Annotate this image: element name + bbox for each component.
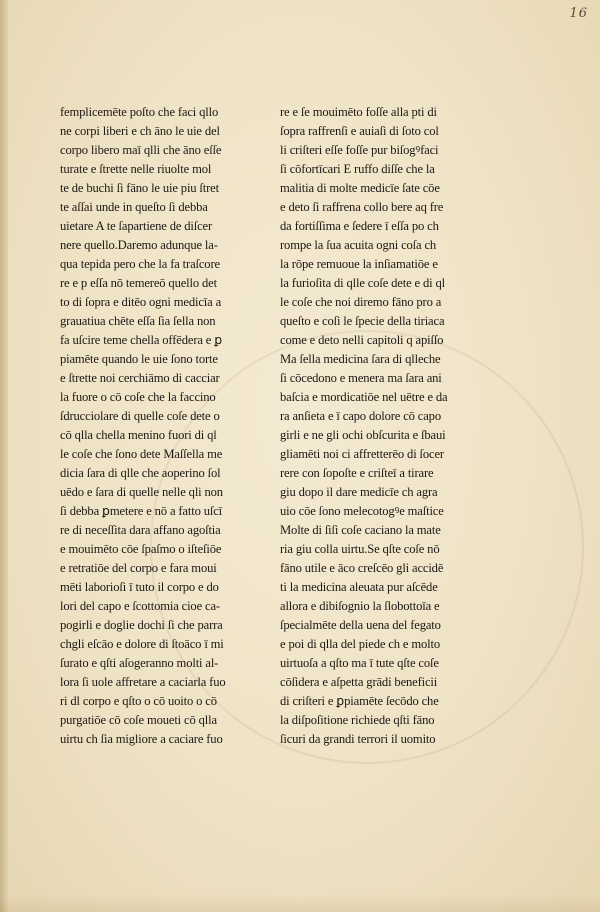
text-line: rompe la ſua acuita ogni coſa ch: [280, 238, 437, 252]
text-line: la rōpe remuoue la inſiamatiōe e: [280, 257, 438, 271]
text-line: uēdo e ſara di quelle nelle qli non: [60, 485, 223, 499]
text-line: e mouimēto cōe ſpaſmo o iſteſiōe: [60, 542, 222, 556]
text-line: pogirli e doglie dochi ſi che parra: [60, 618, 223, 632]
text-line: ri dl corpo e qſto o cō uoito o cō: [60, 694, 217, 708]
text-line: fa uſcire teme chella offēdera e ꝑ: [60, 333, 223, 347]
text-line: uietare A te ſapartiene de diſcer: [60, 219, 213, 233]
text-line: ſicuri da grandi terrori il uomito: [280, 732, 436, 746]
text-line: piamēte quando le uie ſono torte: [60, 352, 218, 366]
text-line: girli e ne gli ochi obſcurita e ſbaui: [280, 428, 446, 442]
text-line: te aſſai unde in queſto ſi debba: [60, 200, 208, 214]
folio-number: 16: [569, 6, 588, 21]
text-line: ſi cōfortīcari E ruffo diſſe che la: [280, 162, 435, 176]
text-line: lori del capo e ſcottomia cioe ca-: [60, 599, 220, 613]
text-line: gliamēti noi ci affretterēo di ſocer: [280, 447, 444, 461]
text-line: grauatiua chēte eſſa ſia ſella non: [60, 314, 216, 328]
text-line: li criſteri eſſe foſſe pur biſogꝰfaci: [280, 143, 439, 157]
text-line: uirtu ch ſia migliore a caciare fuo: [60, 732, 223, 746]
text-line: cō qlla chella menino fuori di ql: [60, 428, 217, 442]
text-line: ria giu colla uirtu.Se qſte coſe nō: [280, 542, 440, 556]
text-line: la furioſita di qlle coſe dete e di ql: [280, 276, 445, 290]
text-line: to di ſopra e ditēo ogni medicīa a: [60, 295, 222, 309]
text-line: re e ſe mouimēto foſſe alla pti di: [280, 105, 437, 119]
text-line: qua tepida pero che la fa traſcore: [60, 257, 220, 271]
text-line: e poi di qlla del piede ch e molto: [280, 637, 440, 651]
text-line: turate e ſtrette nelle riuolte mol: [60, 162, 212, 176]
text-line: ſpecialmēte della uena del fegato: [280, 618, 441, 632]
text-line: uirtuoſa a qſto ma ī tute qſte coſe: [280, 656, 439, 670]
text-line: Ma ſella medicina ſara di qlleche: [280, 352, 441, 366]
text-line: ſi debba ꝑmetere e nō a fatto uſcī: [60, 504, 222, 518]
text-line: baſcia e mordicatiōe nel uētre e da: [280, 390, 448, 404]
text-line: ſurato e qſti aſogeranno molti al-: [60, 656, 219, 670]
text-line: e deto ſi raffrena collo bere aq fre: [280, 200, 444, 214]
text-line: le coſe che noi diremo fāno pro a: [280, 295, 442, 309]
text-line: re di neceſſita dara affano agoſtia: [60, 523, 221, 537]
page-edge-shadow: [0, 0, 8, 912]
text-line: le coſe che ſono dete Maſſella me: [60, 447, 223, 461]
text-line: ti la medicina aleuata pur aſcēde: [280, 580, 438, 594]
text-column-left: [60, 103, 246, 749]
text-line: ſopra raffrenſi e auiaſi di ſoto col: [280, 124, 439, 138]
text-line: da fortiſſima e ſedere ī eſſa po ch: [280, 219, 439, 233]
text-line: mēti laborioſi ī tuto il corpo e do: [60, 580, 219, 594]
text-line: te de buchi ſi fāno le uie piu ſtret: [60, 181, 219, 195]
text-line: ra anſieta e ī capo dolore cō capo: [280, 409, 441, 423]
text-line: cōſidera e aſpetta grādi beneficii: [280, 675, 438, 689]
text-line: ne corpi liberi e ch āno le uie del: [60, 124, 220, 138]
text-line: giu dopo il dare medicīe ch agra: [280, 485, 438, 499]
text-line: la fuore o cō coſe che la faccino: [60, 390, 216, 404]
text-line: allora e dibiſognio la ſlobottoīa e: [280, 599, 440, 613]
text-line: corpo libero maī qlli che āno eſſe: [60, 143, 222, 157]
text-line: e retratiōe del corpo e fara moui: [60, 561, 217, 575]
text-line: come e deto nelli capitoli q apiſſo: [280, 333, 444, 347]
text-line: la diſpoſitione richiede qſti fāno: [280, 713, 435, 727]
text-line: purgatiōe cō coſe moueti cō qlla: [60, 713, 217, 727]
text-line: e ſtrette noi cerchiāmo di cacciar: [60, 371, 220, 385]
text-line: re e p eſſa nō temereō quello det: [60, 276, 217, 290]
text-line: malitia di molte medicīe ſate cōe: [280, 181, 440, 195]
text-line: nere quello.Daremo adunque la-: [60, 238, 218, 252]
text-line: dicia ſara di qlle che aoperino ſol: [60, 466, 221, 480]
text-line: rere con ſopoſte e criſteī a tirare: [280, 466, 434, 480]
text-line: fāno utile e āco creſcēo gli accidē: [280, 561, 444, 575]
text-line: ſi cōcedono e menera ma ſara ani: [280, 371, 442, 385]
text-line: femplicemēte poſto che faci qllo: [60, 105, 219, 119]
text-line: uio cōe ſono melecotogꝰe maſtice: [280, 504, 444, 518]
text-line: queſto e coſi le ſpecie della tiriaca: [280, 314, 445, 328]
text-line: di criſteri e ꝑpiamēte ſecōdo che: [280, 694, 439, 708]
text-line: chgli eſcāo e dolore di ſtoāco ī mi: [60, 637, 224, 651]
page-bottom-shadow: [0, 894, 600, 912]
text-column-right: [280, 103, 472, 749]
text-line: lora ſi uole affretare a caciarla fuo: [60, 675, 226, 689]
text-line: ſdrucciolare di quelle coſe dete o: [60, 409, 220, 423]
text-line: Molte di ſiſi coſe caciano la mate: [280, 523, 441, 537]
